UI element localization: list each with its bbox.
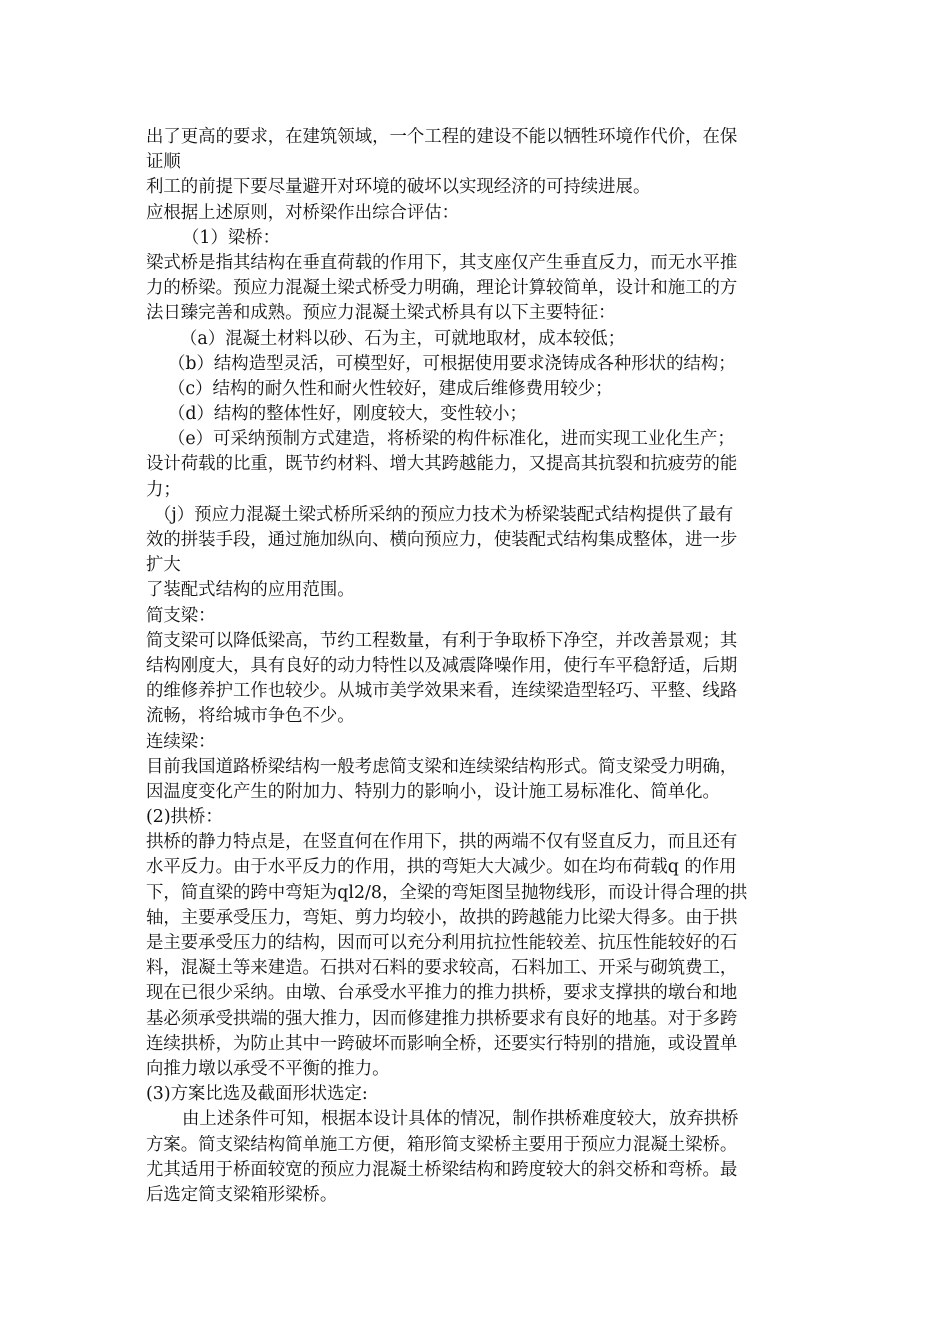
text-line: 基必须承受拱端的强大推力，因而修建推力拱桥要求有良好的地基。对于多跨 bbox=[146, 1008, 738, 1029]
text-line: 由上述条件可知，根据本设计具体的情况，制作拱桥难度较大，放弃拱桥 bbox=[182, 1109, 739, 1130]
text-line: 下，简直梁的跨中弯矩为ql2/8，全梁的弯矩图呈抛物线形，而设计得合理的拱 bbox=[146, 882, 748, 903]
text-line: 应根据上述原则，对桥梁作出综合评估： bbox=[146, 202, 460, 223]
section-heading-continuous-beam: 连续梁： bbox=[146, 731, 216, 752]
text-line: 是主要承受压力的结构，因而可以充分利用抗拉性能较差、抗压性能较好的石 bbox=[146, 933, 738, 953]
section-heading-simple-beam: 简支梁： bbox=[146, 605, 216, 626]
list-item: （j）预应力混凝土梁式桥所采纳的预应力技术为桥梁装配式结构提供了最有 bbox=[154, 504, 734, 525]
text-line: 因温度变化产生的附加力、特别力的影响小，设计施工易标准化、简单化。 bbox=[146, 781, 720, 802]
text-line: 的维修养护工作也较少。从城市美学效果来看，连续梁造型轻巧、平整、线路 bbox=[146, 681, 738, 702]
text-line: 法日臻完善和成熟。预应力混凝土梁式桥具有以下主要特征： bbox=[146, 303, 616, 324]
text-line: 设计荷载的比重，既节约材料、增大其跨越能力，又提高其抗裂和抗疲劳的能 bbox=[146, 454, 738, 475]
text-line: 出了更高的要求，在建筑领域，一个工程的建设不能以牺牲环境作代价，在保 bbox=[146, 127, 738, 147]
text-line: 证顺 bbox=[146, 152, 181, 173]
text-line: 连续拱桥，为防止其中一跨破坏而影响全桥，还要实行特别的措施，或设置单 bbox=[146, 1033, 738, 1054]
text-line: 现在已很少采纳。由墩、台承受水平推力的推力拱桥，要求支撑拱的墩台和地 bbox=[146, 983, 738, 1004]
text-line: 梁式桥是指其结构在垂直荷载的作用下，其支座仅产生垂直反力，而无水平推 bbox=[146, 252, 738, 273]
section-heading-arch-bridge: (2)拱桥： bbox=[146, 807, 223, 828]
list-item: （e）可采纳预制方式建造，将桥梁的构件标准化，进而实现工业化生产； bbox=[168, 429, 735, 450]
text-line: 尤其适用于桥面较宽的预应力混凝土桥梁结构和跨度较大的斜交桥和弯桥。最 bbox=[146, 1159, 738, 1180]
text-line: 轴，主要承受压力，弯矩、剪力均较小，故拱的跨越能力比梁大得多。由于拱 bbox=[146, 907, 738, 928]
list-item: （c）结构的耐久性和耐火性较好，建成后维修费用较少； bbox=[168, 378, 613, 399]
text-line: 目前我国道路桥梁结构一般考虑简支梁和连续梁结构形式。简支梁受力明确， bbox=[146, 756, 738, 777]
text-line: 利工的前提下要尽量避开对环境的破坏以实现经济的可持续进展。 bbox=[146, 177, 651, 198]
text-line: 力的桥梁。预应力混凝土梁式桥受力明确，理论计算较简单，设计和施工的方 bbox=[146, 278, 738, 299]
text-line: 方案。简支梁结构简单施工方便，箱形简支梁桥主要用于预应力混凝土梁桥。 bbox=[146, 1134, 738, 1155]
text-line: 力； bbox=[146, 479, 181, 500]
text-line: 了装配式结构的应用范围。 bbox=[146, 580, 355, 601]
text-line: 扩大 bbox=[146, 555, 181, 576]
document-page bbox=[146, 125, 816, 1208]
section-heading-beam-bridge: （1）梁桥： bbox=[182, 227, 281, 248]
text-line: 流畅，将给城市争色不少。 bbox=[146, 706, 355, 727]
list-item: （b）结构造型灵活，可模型好，可根据使用要求浇铸成各种形状的结构； bbox=[168, 353, 736, 374]
text-line: 拱桥的静力特点是，在竖直何在作用下，拱的两端不仅有竖直反力，而且还有 bbox=[146, 832, 738, 853]
text-line: 结构刚度大，具有良好的动力特性以及减震降噪作用，使行车平稳舒适，后期 bbox=[146, 655, 738, 676]
text-line: 料，混凝土等来建造。石拱对石料的要求较高，石料加工、开采与砌筑费工， bbox=[146, 958, 738, 979]
text-line: 向推力墩以承受不平衡的推力。 bbox=[146, 1058, 390, 1079]
list-item: （d）结构的整体性好，刚度较大，变性较小； bbox=[168, 404, 527, 425]
text-line: 水平反力。由于水平反力的作用，拱的弯矩大大减少。如在均布荷载q 的作用 bbox=[146, 857, 737, 878]
list-item: （a）混凝土材料以砂、石为主，可就地取材，成本较低； bbox=[180, 328, 626, 349]
text-line: 效的拼装手段，通过施加纵向、横向预应力，使装配式结构集成整体，进一步 bbox=[146, 530, 738, 550]
text-line: 简支梁可以降低梁高，节约工程数量，有利于争取桥下净空，并改善景观；其 bbox=[146, 630, 738, 651]
section-heading-scheme-selection: (3)方案比选及截面形状选定: bbox=[146, 1084, 368, 1105]
text-line: 后选定简支梁箱形梁桥。 bbox=[146, 1184, 338, 1205]
